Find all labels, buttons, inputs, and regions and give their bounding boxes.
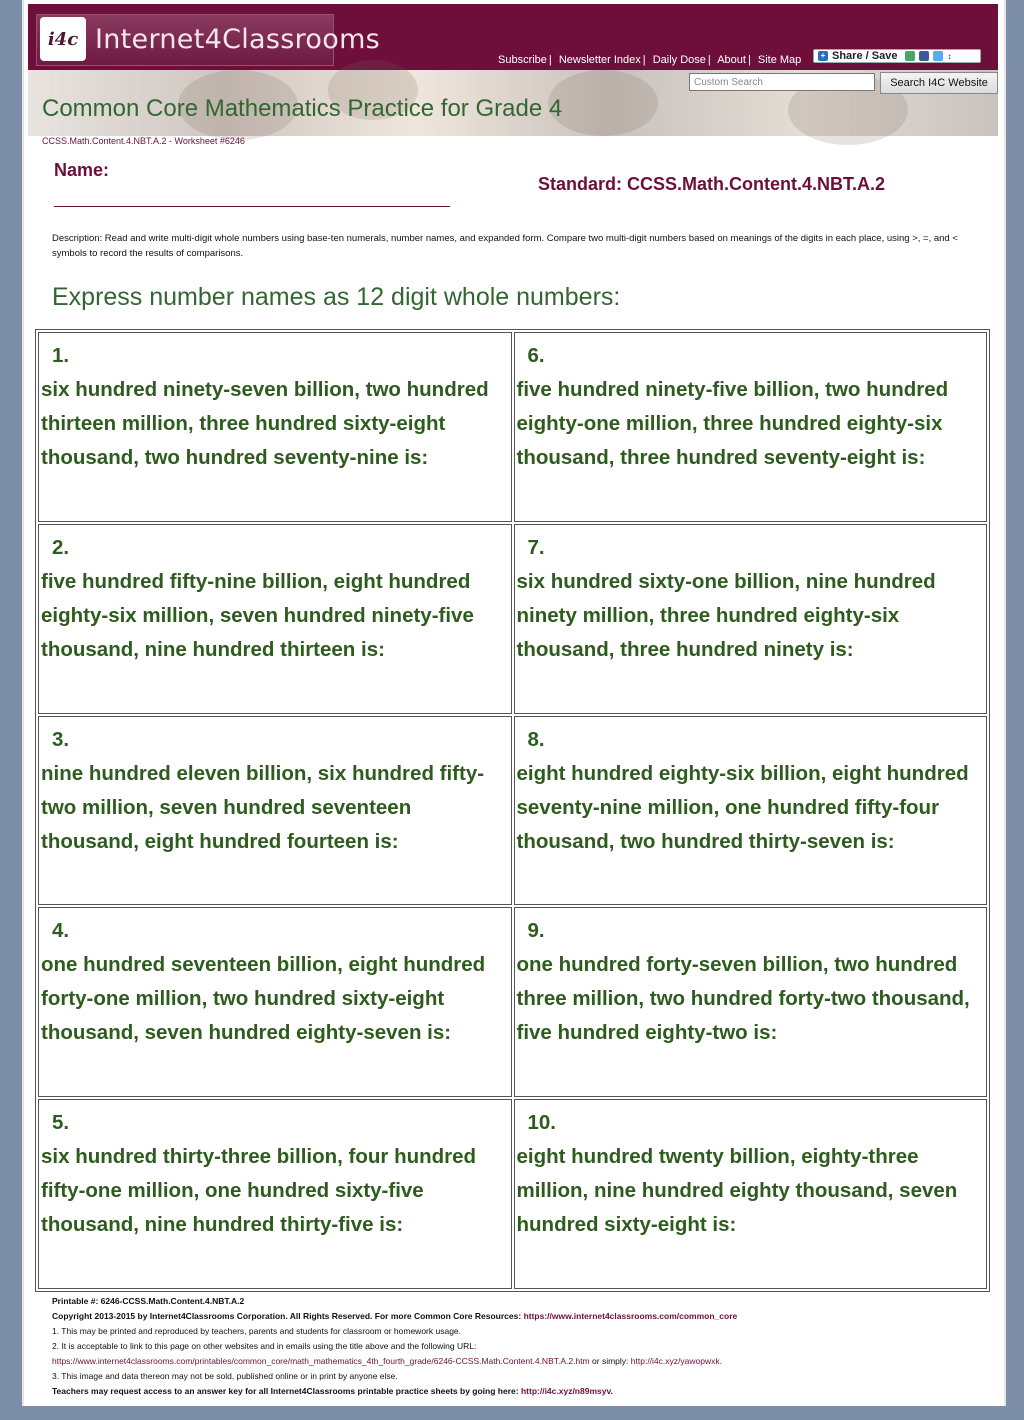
nav-subscribe[interactable]: Subscribe [498,54,547,66]
share-save-button[interactable] [813,49,981,63]
nav-daily-dose[interactable]: Daily Dose [652,54,706,66]
usage-note-2: 2. It is acceptable to link to this page on other websites and in emails using the title above and the following URL: [52,1341,477,1351]
logo-mark: i4c [40,17,86,61]
problem-number: 7. [527,535,545,559]
problem-text: six hundred sixty-one billion, nine hundred ninety million, three hundred eighty-six thousand, three hundred ninety is: [516,569,936,661]
usage-note-1: 1. This may be printed and reproduced by teachers, parents and students for classroom or homework usage. [52,1326,462,1336]
problem-cell [38,332,512,522]
problem-text: one hundred seventeen billion, eight hundred forty-one million, two hundred sixty-eight thousand, seven hundred eighty-seven is: [41,953,486,1045]
problem-cell [514,524,988,714]
twitter-icon[interactable] [933,51,943,61]
problem-text: one hundred forty-seven billion, two hundred three million, two hundred forty-two thousand, five hundred eighty-two is: [516,953,970,1045]
problem-text: eight hundred eighty-six billion, eight hundred seventy-nine million, one hundred fifty-four thousand, two hundred thirty-seven is: [516,761,969,853]
worksheet-breadcrumb: CCSS.Math.Content.4.NBT.A.2 - Worksheet #6246 [42,136,245,146]
email-share-icon[interactable] [905,51,915,61]
problem-number: 4. [52,919,70,943]
problem-text: five hundred ninety-five billion, two hundred eighty-one million, three hundred eighty-six thousand, three hundred seventy-eight is: [516,378,949,469]
site-logo[interactable] [36,14,381,66]
problem-number: 2. [52,535,70,559]
printable-number: Printable #: 6246-CCSS.Math.Content.4.NBT.A.2 [52,1296,245,1306]
nav-newsletter-index[interactable]: Newsletter Index [558,54,641,66]
search-website-button[interactable]: Search I4C Website [880,72,998,94]
nav-site-map[interactable]: Site Map [757,54,802,66]
problem-text: eight hundred twenty billion, eighty-three million, nine hundred eighty thousand, seven hundred sixty-eight is: [516,1145,958,1237]
copyright-line [52,1309,992,1324]
problem-cell [38,524,512,714]
answer-key-line: Teachers may request access to an answer key for all Internet4Classrooms printable practice sheets by going here: http://i4c.xyz/n89msyv. [52,1386,613,1396]
dropdown-arrows-icon[interactable]: ↕ [947,51,952,61]
share-save-label: Share / Save [832,50,898,62]
footer [52,1294,992,1399]
worksheet-page [22,0,1006,1406]
problem-number: 1. [52,344,70,367]
problem-text: six hundred ninety-seven billion, two hundred thirteen million, three hundred sixty-eight thousand, two hundred seventy-nine is: [41,378,489,469]
problem-cell [514,716,988,906]
problem-text: five hundred fifty-nine billion, eight hundred eighty-six million, seven hundred ninety-five thousand, nine hundred thirteen is: [41,569,474,661]
problem-number: 9. [527,919,545,943]
problem-number: 6. [527,344,545,367]
or-simply-text: or simply: [592,1356,629,1366]
standard-label: Standard: CCSS.Math.Content.4.NBT.A.2 [538,174,886,194]
problem-number: 10. [527,1111,556,1135]
problem-number: 3. [52,727,70,751]
site-header [28,4,998,70]
problem-number: 8. [527,727,545,751]
usage-note-3: 3. This image and data thereon may not be sold, published online or in print by anyone else. [52,1371,398,1381]
usage-note-2-urls: https://www.internet4classrooms.com/printables/common_core/math_mathematics_4th_fourth_grade/6246-CCSS.Math.Content.4.NBT.A.2.htm or simply: http://i4c.xyz/yawopwxk. [52,1356,722,1366]
problem-cell [514,907,988,1097]
plus-icon: + [818,51,828,61]
worksheet-url-link[interactable]: https://www.internet4classrooms.com/printables/common_core/math_mathematics_4th_fourth_grade/6246-CCSS.Math.Content.4.NBT.A.2.htm [52,1356,590,1366]
problems-grid [35,329,990,1292]
answer-key-text: Teachers may request access to an answer key for all Internet4Classrooms printable practice sheets by going here: [52,1386,519,1396]
name-label: Name: [54,160,110,180]
page-title: Common Core Mathematics Practice for Grade 4 [42,95,563,122]
name-line [54,206,450,207]
problem-number: 5. [52,1111,70,1135]
problem-text: six hundred thirty-three billion, four hundred fifty-one million, one hundred sixty-five thousand, nine hundred thirty-five is: [41,1145,477,1237]
short-url-link[interactable]: http://i4c.xyz/yawopwxk [630,1356,720,1366]
instruction-heading: Express number names as 12 digit whole numbers: [52,283,621,311]
facebook-icon[interactable] [919,51,929,61]
problem-text: nine hundred eleven billion, six hundred fifty-two million, seven hundred seventeen thousand, eight hundred fourteen is: [41,761,485,853]
standard-description: Description: Read and write multi-digit whole numbers using base-ten numerals, number names, and expanded form. Compare two multi-digit numbers based on meanings of the digits in each place, using >, =, and < symbols to record the results of comparisons. [52,233,958,259]
problem-cell [38,907,512,1097]
problem-cell [514,1099,988,1289]
copyright-text: Copyright 2013-2015 by Internet4Classrooms Corporation. All Rights Reserved. For more Common Core Resources: [52,1311,522,1321]
problem-cell [38,716,512,906]
common-core-link[interactable]: https://www.internet4classrooms.com/common_core [523,1311,738,1321]
custom-search-input[interactable] [689,73,875,91]
problem-cell [38,1099,512,1289]
nav-about[interactable]: About [717,54,746,66]
logo-text: Internet4Classrooms [95,24,381,55]
answer-key-link[interactable]: http://i4c.xyz/n89msyv [520,1386,611,1396]
top-nav: Subscribe | Newsletter Index | Daily Dose | About | Site Map [498,54,802,66]
problem-cell [514,332,988,522]
